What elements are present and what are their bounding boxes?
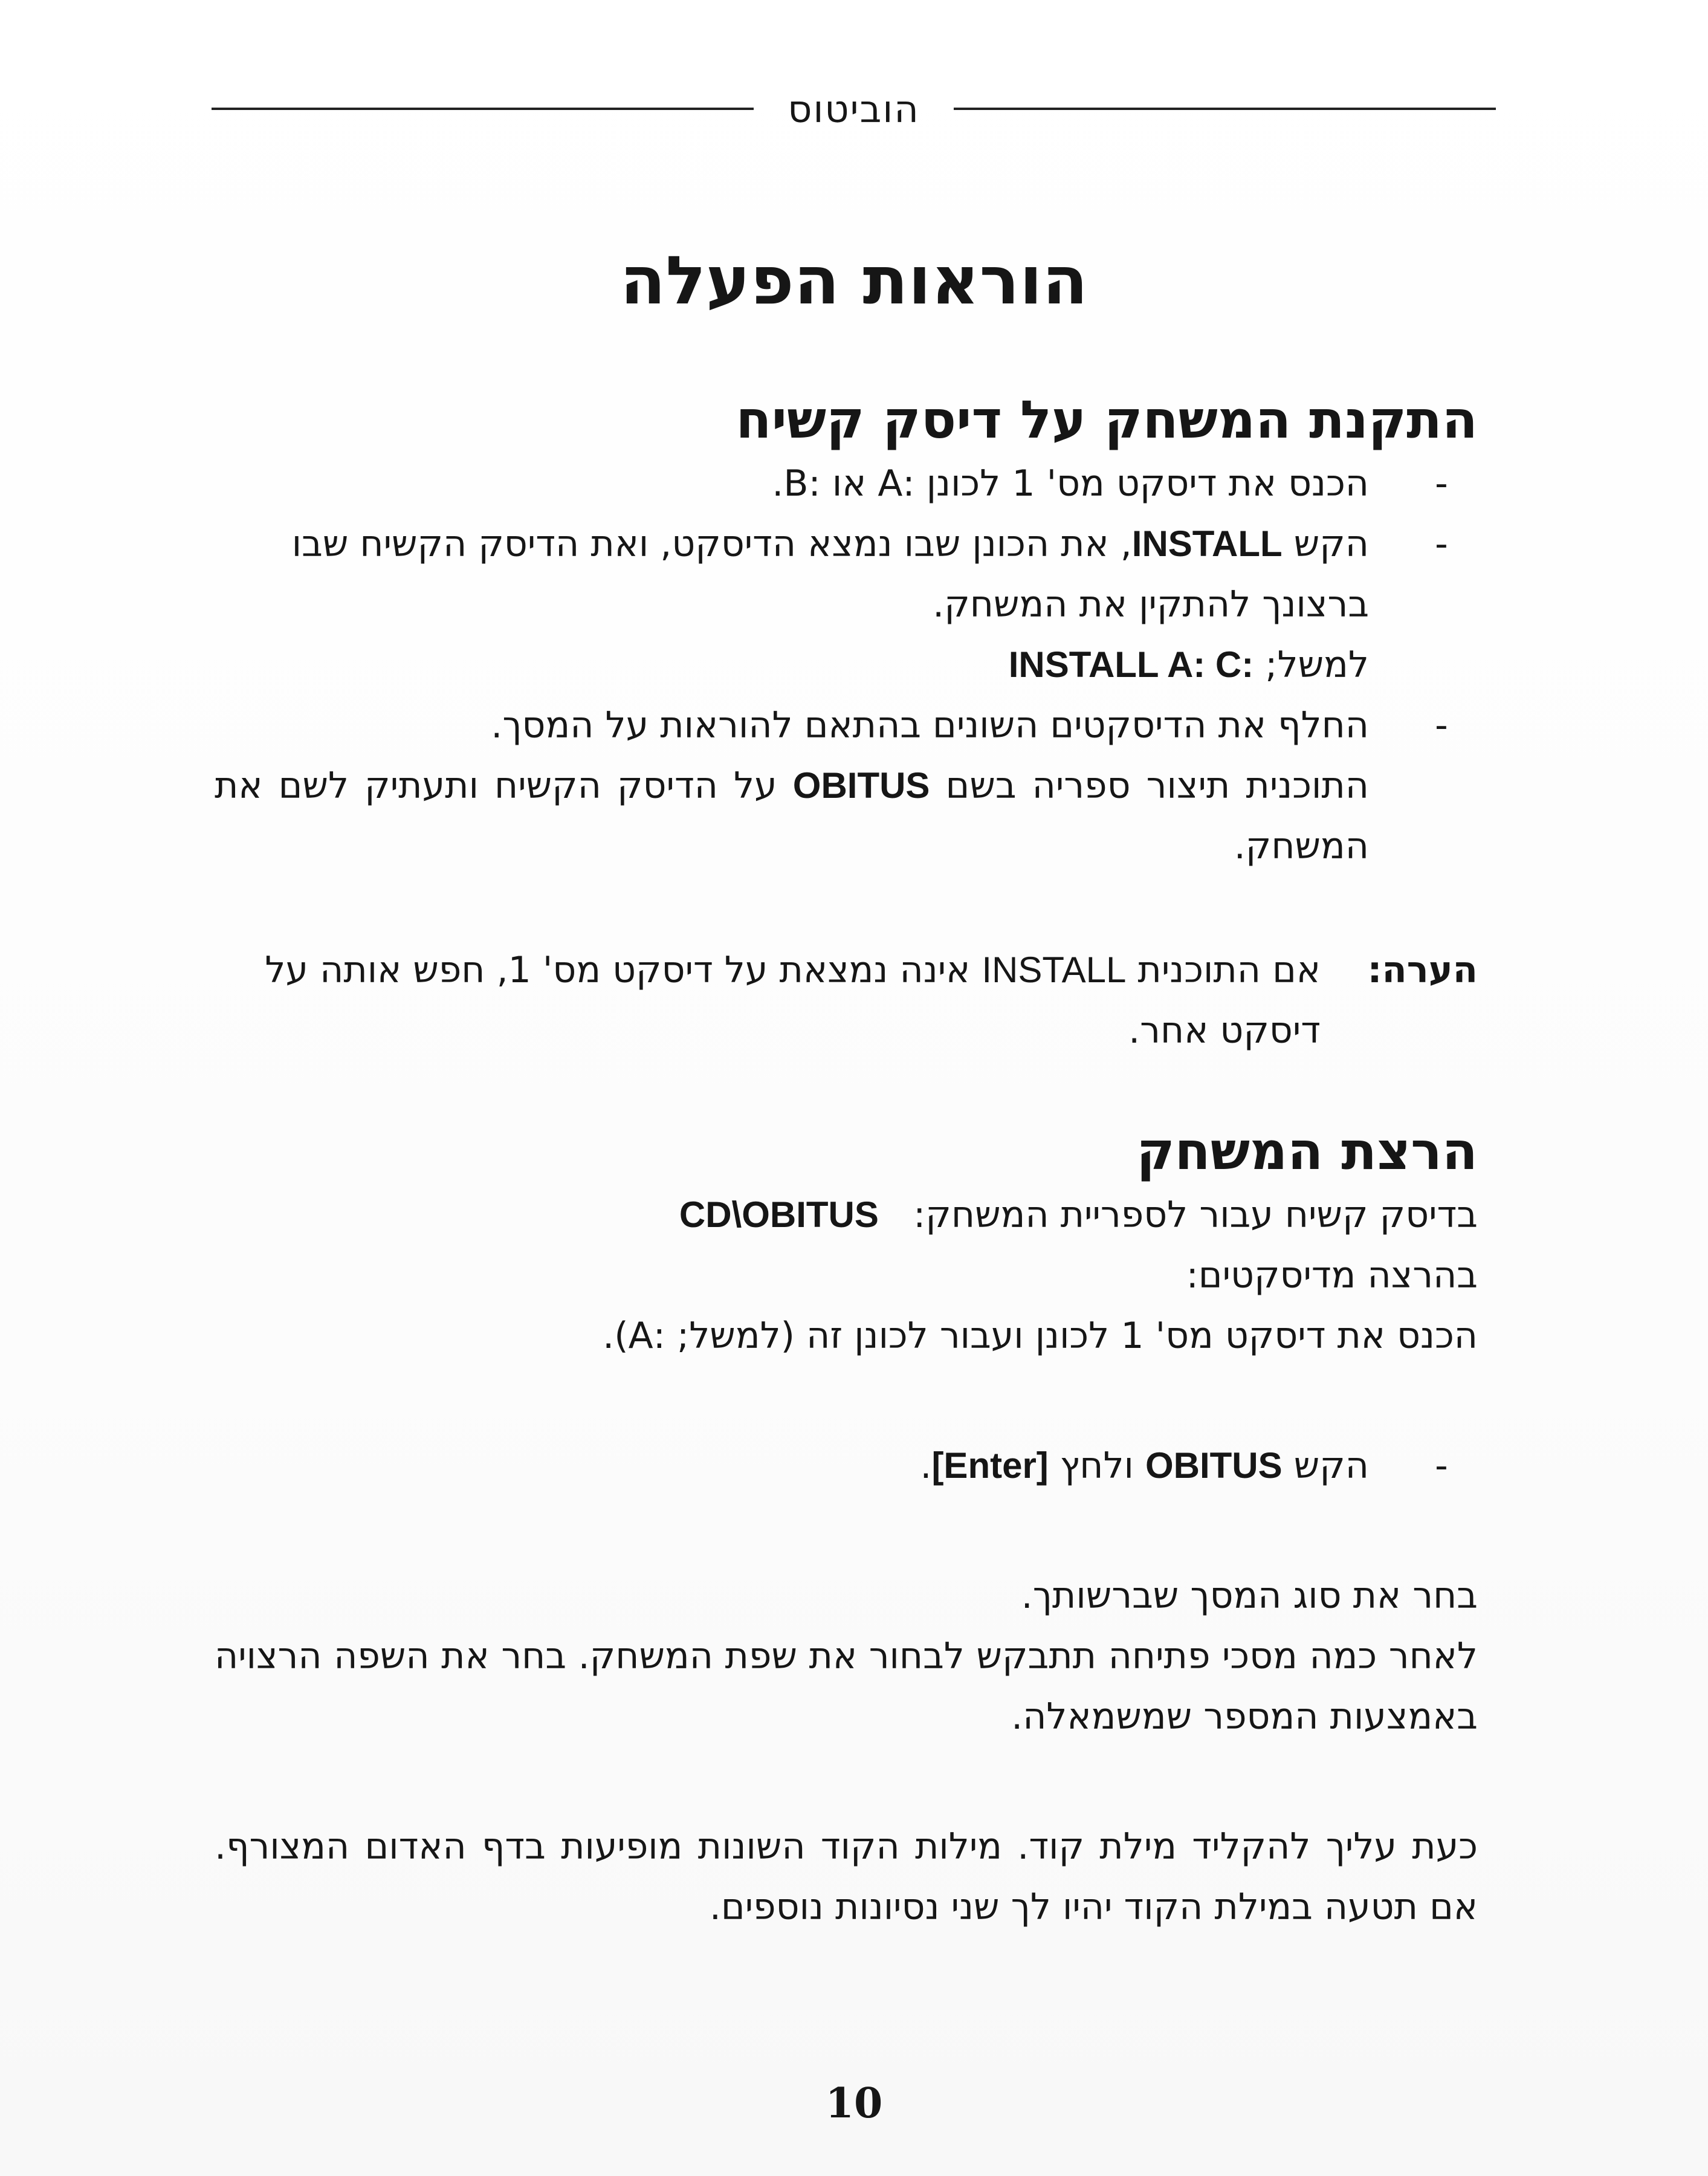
- install-example-prefix: למשל;: [1254, 644, 1369, 686]
- header-rule-right: [954, 108, 1496, 110]
- install-step-2-rest: , את הכונן שבו נמצא הדיסקט, ואת הדיסק הקשיח שבו ברצונך להתקין את המשחק.: [291, 523, 1369, 626]
- install-step-2: [215, 514, 1478, 635]
- install-directory-rest: על הדיסק הקשיח ותעתיק לשם את המשחק.: [215, 765, 1369, 867]
- bullet-dash: -: [1435, 1445, 1448, 1487]
- note-block: [215, 940, 1478, 1061]
- section-run-heading: הרצת המשחק: [1136, 1121, 1478, 1182]
- floppy-label: בהרצה מדיסקטים:: [1186, 1254, 1478, 1297]
- running-title: הוביטוס: [788, 86, 920, 131]
- hard-disk-instruction: [215, 1185, 1478, 1245]
- note-rest: אינה נמצאת על דיסקט מס' 1, חפש אותה על דיסקט אחר.: [265, 949, 1321, 1052]
- install-example-command: INSTALL A: C:: [1008, 644, 1254, 685]
- codeword-block: [215, 1816, 1478, 1937]
- codeword-instruction: כעת עליך להקליד מילת קוד. מילות הקוד השונות מופיעות בדף האדום המצורף. אם תטעה במילת הקוד יהיו לך שני נסיונות נוספים.: [215, 1825, 1478, 1928]
- hard-disk-label: בדיסק קשיח עבור לספריית המשחק:: [913, 1194, 1478, 1236]
- floppy-instruction: הכנס את דיסקט מס' 1 לכונן ועבור לכונן זה (למשל; :A).: [603, 1315, 1478, 1357]
- bullet-dash: -: [1435, 462, 1448, 505]
- note-body: [215, 940, 1478, 1061]
- enter-key: [Enter]: [931, 1445, 1049, 1486]
- note-label: הערה:: [1367, 949, 1478, 991]
- bullet-dash: -: [1435, 704, 1448, 746]
- install-step-1: [215, 453, 1478, 514]
- page-number: 10: [825, 2079, 883, 2128]
- install-step-3: [215, 695, 1478, 756]
- run-prefix: הקש: [1282, 1445, 1369, 1487]
- note-prefix: אם התוכנית: [1126, 949, 1321, 991]
- install-directory-prefix: התוכנית תיצור ספריה בשם: [930, 765, 1370, 807]
- note-command: INSTALL: [982, 950, 1127, 990]
- section-run: [215, 1118, 1478, 1366]
- screen-language-block: [215, 1566, 1478, 1747]
- install-step-1-text: הכנס את דיסקט מס' 1 לכונן :A או :B.: [772, 462, 1369, 505]
- run-mid: ולחץ: [1048, 1445, 1145, 1487]
- run-step: [215, 1436, 1478, 1496]
- hard-disk-path: CD\OBITUS: [679, 1194, 879, 1235]
- run-end: .: [920, 1445, 932, 1487]
- install-directory-paragraph: [215, 756, 1478, 876]
- install-steps-list: [215, 453, 1478, 756]
- bullet-dash: -: [1435, 523, 1448, 565]
- screen-type-instruction: בחר את סוג המסך שברשותך.: [1021, 1575, 1478, 1617]
- obitus-directory-name: OBITUS: [792, 765, 930, 806]
- section-install: [215, 387, 1478, 876]
- run-steps-list: [215, 1436, 1478, 1496]
- install-step-3-text: החלף את הדיסקטים השונים בהתאם להוראות על המסך.: [491, 704, 1369, 746]
- install-example: [215, 635, 1478, 695]
- section-install-heading: התקנת המשחק על דיסק קשיח: [736, 390, 1478, 450]
- running-header: [212, 85, 1496, 133]
- install-command: INSTALL: [1131, 523, 1283, 564]
- install-step-2-prefix: הקש: [1282, 523, 1369, 565]
- run-command-block: [215, 1436, 1478, 1496]
- install-note: [215, 940, 1478, 1061]
- run-command: OBITUS: [1145, 1445, 1283, 1486]
- page-title: הוראות הפעלה: [619, 242, 1089, 319]
- header-rule-left: [212, 108, 754, 110]
- language-instruction: לאחר כמה מסכי פתיחה תתבקש לבחור את שפת המשחק. בחר את השפה הרצויה באמצעות המספר שמשמאלה.: [215, 1635, 1478, 1738]
